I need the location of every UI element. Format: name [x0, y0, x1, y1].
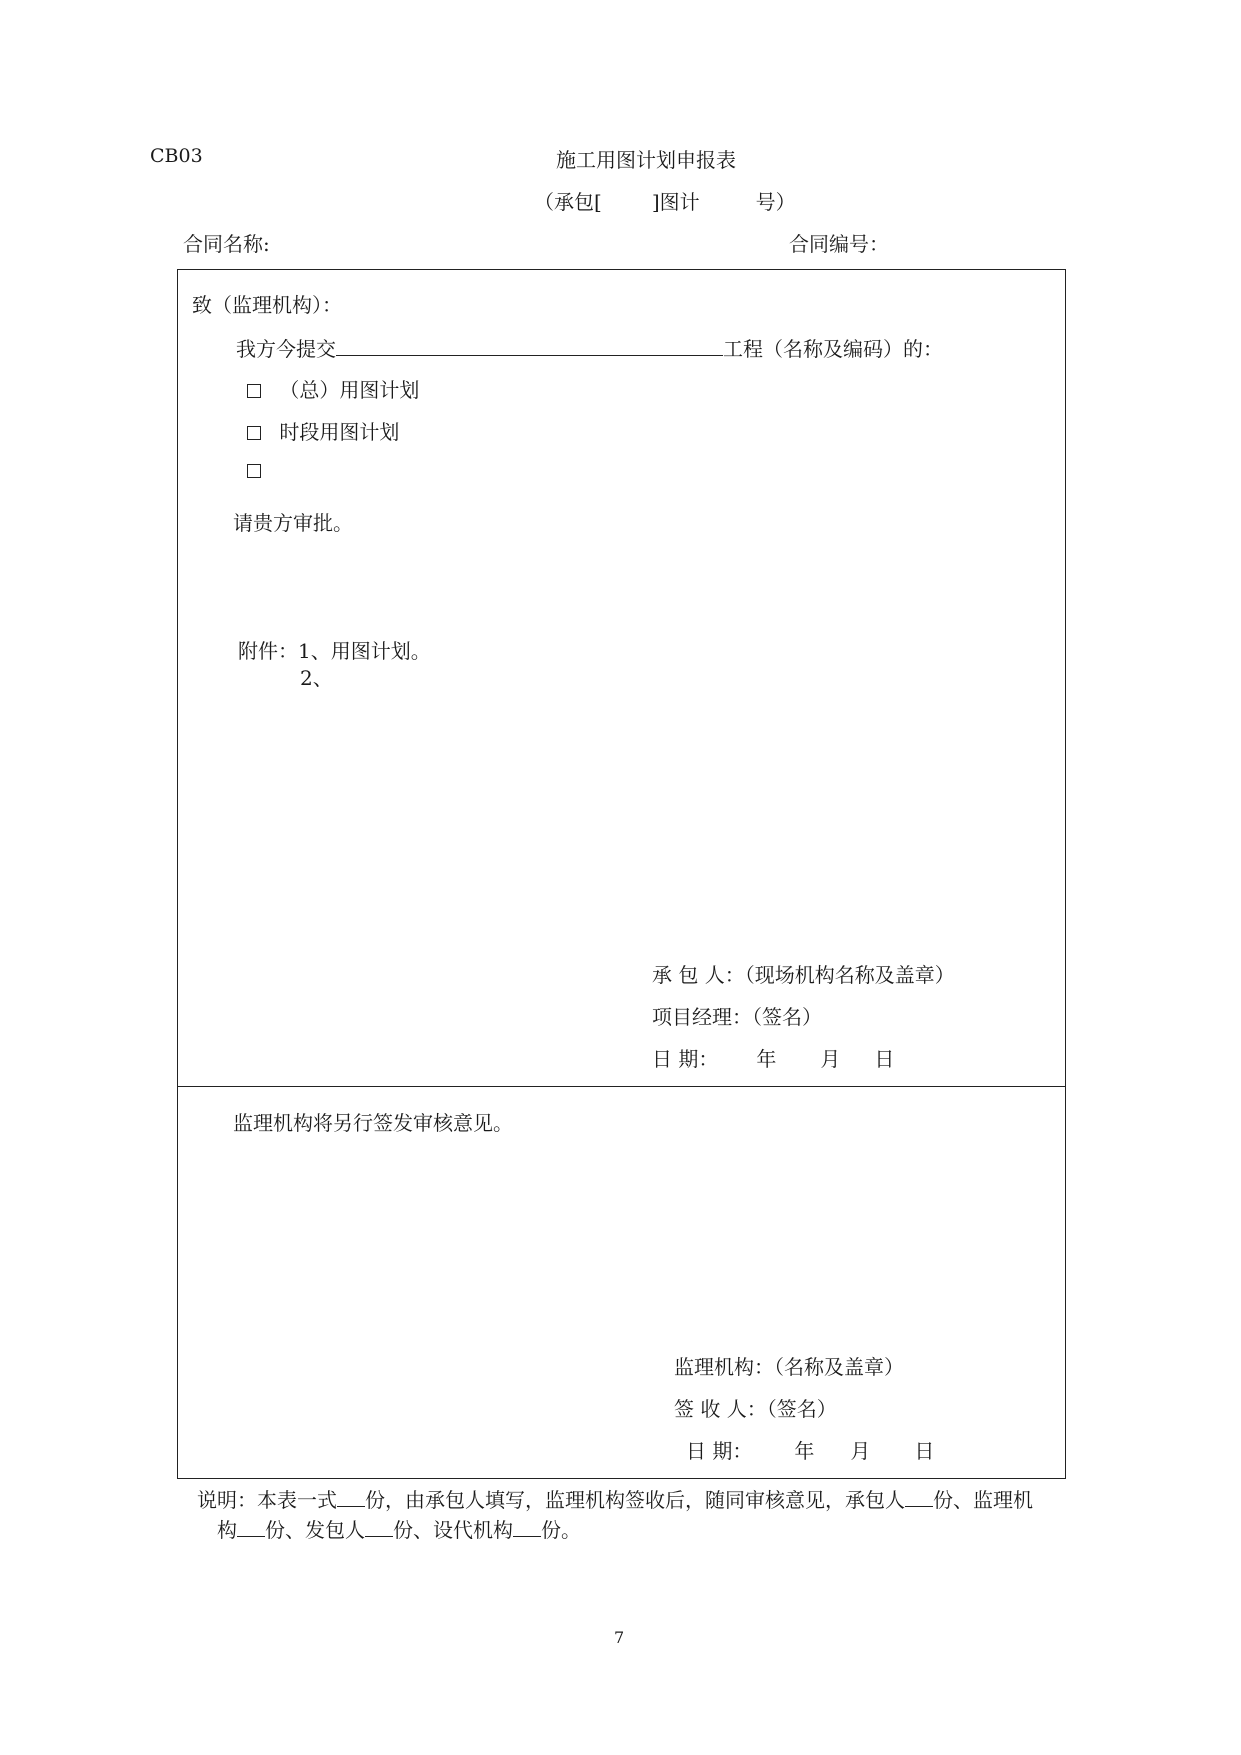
date-label: 日 期： — [686, 1439, 753, 1463]
note-part: 份，由承包人填写，监理机构签收后，随同审核意见，承包人 — [365, 1488, 905, 1512]
form-number-mid: ]图计 — [651, 190, 700, 214]
project-name-field[interactable] — [336, 335, 723, 356]
form-code: CB03 — [150, 145, 203, 167]
supervisor-org-label: 监理机构：（名称及盖章） — [674, 1355, 904, 1379]
copies-contractor-blank[interactable] — [905, 1488, 933, 1507]
date-row — [652, 1043, 894, 1072]
contractor-label: 承 包 人：（现场机构名称及盖章） — [652, 963, 955, 987]
receiver-label: 签 收 人：（签名） — [674, 1397, 837, 1421]
date-month: 月 — [850, 1439, 871, 1463]
date-month: 月 — [820, 1047, 841, 1071]
submit-suffix: 工程（名称及编码）的： — [723, 337, 943, 361]
submission-section — [177, 269, 1066, 1087]
note-part: 份。 — [541, 1518, 581, 1542]
note-part: 份、监理机 — [933, 1488, 1033, 1512]
review-section — [177, 1086, 1066, 1479]
note-part: 份、发包人 — [265, 1518, 365, 1542]
footer-note-line-1 — [197, 1484, 1033, 1513]
footer-note-line-2 — [217, 1514, 581, 1543]
attachment-2: 2、 — [300, 666, 333, 690]
request-text: 请贵方审批。 — [233, 511, 353, 535]
project-manager-label: 项目经理：（签名） — [652, 1005, 822, 1029]
form-number-close: 号） — [755, 190, 796, 214]
option-other[interactable] — [247, 458, 273, 482]
copies-supervisor-blank[interactable] — [237, 1518, 265, 1537]
option-period-plan[interactable] — [247, 416, 399, 445]
date-day: 日 — [874, 1047, 895, 1071]
page-title: 施工用图计划申报表 — [556, 148, 736, 172]
checkbox[interactable] — [247, 384, 261, 398]
note-part: 说明：本表一式 — [197, 1488, 337, 1512]
date-year: 年 — [794, 1439, 815, 1463]
option-label: （总）用图计划 — [279, 378, 420, 402]
review-note: 监理机构将另行签发审核意见。 — [233, 1111, 513, 1135]
form-number-open: （承包[ — [534, 190, 602, 214]
page-number: 7 — [614, 1628, 625, 1647]
copies-total-blank[interactable] — [337, 1488, 365, 1507]
contract-name-label: 合同名称: — [183, 232, 270, 256]
contract-no-label: 合同编号： — [789, 232, 889, 256]
date-year: 年 — [756, 1047, 777, 1071]
submit-line — [236, 333, 943, 362]
date-day: 日 — [914, 1439, 935, 1463]
copies-design-rep-blank[interactable] — [513, 1518, 541, 1537]
note-part: 构 — [217, 1518, 237, 1542]
option-total-plan[interactable] — [247, 374, 419, 403]
option-label: 时段用图计划 — [279, 420, 400, 444]
date-label: 日 期： — [652, 1047, 719, 1071]
note-part: 份、设代机构 — [393, 1518, 513, 1542]
attachments-label: 附件：1、用图计划。 — [238, 639, 431, 663]
review-date-row — [686, 1435, 934, 1464]
to-line: 致（监理机构）： — [192, 293, 342, 317]
checkbox[interactable] — [247, 426, 261, 440]
checkbox[interactable] — [247, 464, 261, 478]
form-number-line — [534, 186, 796, 215]
submit-prefix: 我方今提交 — [236, 337, 336, 361]
copies-employer-blank[interactable] — [365, 1518, 393, 1537]
